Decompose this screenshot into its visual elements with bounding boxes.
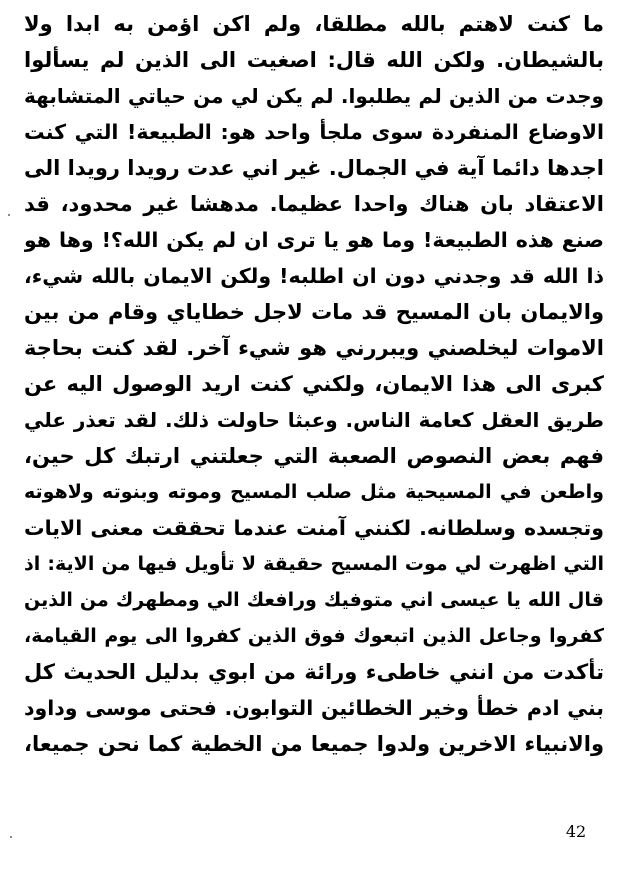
text-line: ما كنت لاهتم بالله مطلقا، ولم اكن اؤمن به ابدا ولا — [24, 12, 604, 36]
body-text — [24, 6, 604, 762]
text-line: والايمان بان المسيح قد مات لاجل خطاياي وقام من بين — [24, 300, 604, 324]
margin-speck — [8, 214, 10, 216]
text-line: ذا الله قد وجدني دون ان اطلبه! ولكن الايمان بالله شيء، — [24, 264, 604, 288]
text-line: وجدت من الذين لم يطلبوا. لم يكن لي من حياتي المتشابهة — [24, 84, 604, 108]
text-line: التي اظهرت لي موت المسيح حقيقة لا تأويل فيها من الاية: اذ — [24, 553, 604, 575]
text-line: صنع هذه الطبيعة! وما هو يا ترى ان لم يكن الله؟! وها هو — [24, 228, 604, 252]
text-line: كبرى الى هذا الايمان، ولكني كنت اريد الوصول اليه عن — [24, 372, 604, 396]
text-line: كفروا وجاعل الذين اتبعوك فوق الذين كفروا الى يوم القيامة، — [24, 625, 604, 647]
text-line: بالشيطان. ولكن الله قال: اصغيت الى الذين لم يسألوا — [24, 48, 604, 72]
text-line: تأكدت من انني خاطىء ورائة من ابوي بدليل الحديث كل — [24, 660, 604, 684]
page-number: 42 — [565, 822, 587, 841]
text-line: طريق العقل كعامة الناس. وعبثا حاولت ذلك. لقد تعذر علي — [24, 408, 604, 432]
text-line: الاموات ليخلصني ويبررني هو شيء آخر. لقد كنت بحاجة — [24, 336, 604, 360]
text-line: اجدها دائما آية في الجمال. غير اني عدت رويدا رويدا الى — [24, 156, 604, 180]
text-line: بني ادم خطأ وخير الخطائين التوابون. فحتى موسى وداود — [24, 696, 604, 720]
text-line: الاوضاع المنفردة سوى ملجأ واحد هو: الطبيعة! التي كنت — [24, 120, 604, 144]
text-line: وتجسده وسلطانه. لكنني آمنت عندما تحققت معنى الايات — [24, 516, 604, 540]
text-line: قال الله يا عيسى اني متوفيك ورافعك الي ومطهرك من الذين — [24, 589, 604, 611]
margin-speck — [10, 836, 12, 838]
text-line: فهم بعض النصوص الصعبة التي جعلتني ارتبك كل حين، — [24, 444, 604, 468]
text-line: واطعن في المسيحية مثل صلب المسيح وموته وبنوته ولاهوته — [24, 481, 604, 503]
text-line: الاعتقاد بان هناك واحدا عظيما. مدهشا غير محدود، قد — [24, 192, 604, 216]
text-line: والانبياء الاخرين ولدوا جميعا من الخطية كما نحن جميعا، — [24, 732, 604, 756]
